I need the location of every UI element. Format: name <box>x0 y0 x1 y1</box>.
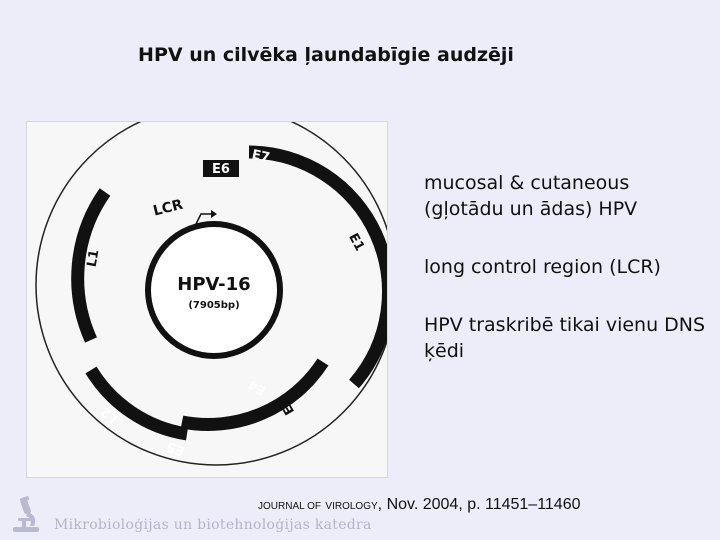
slide-title: HPV un cilvēka ļaundabīgie audzēji <box>138 44 514 66</box>
label-e6: E6 <box>212 162 230 177</box>
citation-details: , Nov. 2004, p. 11451–11460 <box>377 496 581 513</box>
genome-map-svg <box>27 122 387 477</box>
bullet-item: mucosal & cutaneous (gļotādu un ādas) HPV <box>424 172 638 220</box>
bullet-item: long control region (LCR) <box>424 256 661 278</box>
label-e4: E4 <box>245 376 269 399</box>
hpv16-genome-map <box>26 121 388 478</box>
microscope-icon <box>8 496 44 534</box>
bullet-list <box>424 170 714 396</box>
genome-size: (7905bp) <box>188 300 240 311</box>
department-footer: Mikrobioloģijas un biotehnoloģijas katedra <box>54 517 372 533</box>
citation-journal-part1: JOURNAL OF <box>258 501 321 512</box>
label-l2: L2 <box>98 403 122 427</box>
label-e2: E2 <box>275 394 298 418</box>
label-e1: E1 <box>345 230 367 254</box>
bullet-item: HPV traskribē tikai vienu DNS ķēdi <box>424 314 706 362</box>
citation-journal-part2: VIROLOGY <box>325 501 378 512</box>
label-l1: L1 <box>84 248 103 269</box>
lcr-arrowhead <box>211 210 217 218</box>
genome-name: HPV-16 <box>177 274 251 295</box>
label-e7: E7 <box>250 147 272 166</box>
label-e5: E5 <box>164 438 187 459</box>
arc-l2-e5 <box>91 370 187 434</box>
label-lcr: LCR <box>151 196 185 220</box>
citation <box>258 496 581 514</box>
